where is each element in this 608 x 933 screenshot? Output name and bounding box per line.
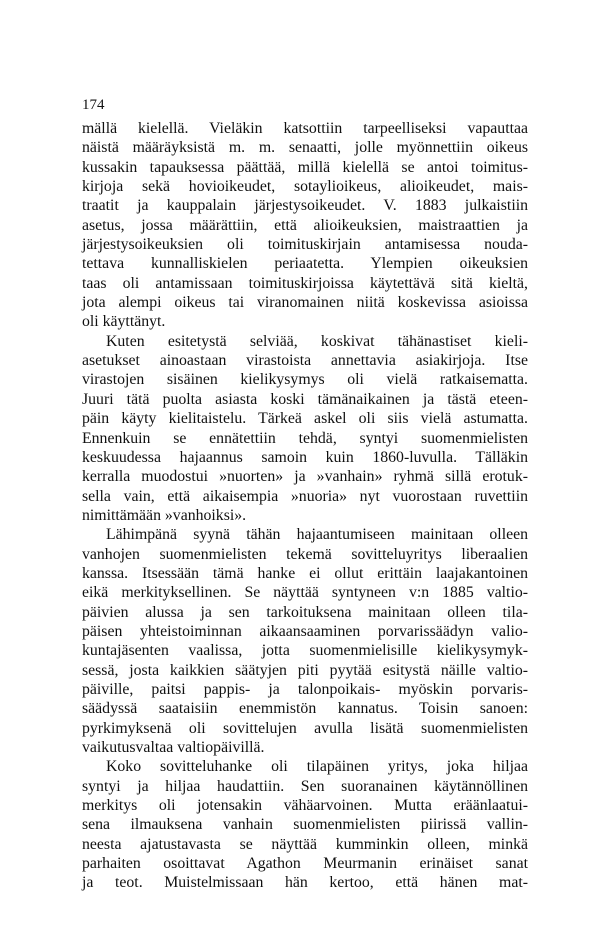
- text-line: näistä määräyksistä m. m. senaatti, jolle myönnettiin oikeus: [82, 139, 528, 157]
- text-line: tettava kunnalliskielen periaatetta. Ylempien oikeuksien: [82, 255, 528, 273]
- text-line: nimittämään »vanhoiksi».: [82, 506, 247, 524]
- text-line: kuntajäsenten vaalissa, jotta suomenmielisille kielikysymyk-: [82, 642, 528, 660]
- text-line: Koko sovitteluhanke oli tilapäinen yritys, joka hiljaa: [106, 758, 528, 776]
- text-line: päin käyty kielitaistelu. Tärkeä askel oli siis vielä astumatta.: [82, 410, 528, 428]
- text-line: merkitys oli jotensakin vähäarvoinen. Mutta eräänlaatui-: [82, 797, 528, 815]
- text-line: sella vain, että aikaisempia »nuoria» nyt vuorostaan ruvettiin: [82, 487, 528, 505]
- text-line: kanssa. Itsessään tämä hanke ei ollut erittäin laajakantoinen: [82, 564, 528, 582]
- text-line: sessä, josta kaikkien säätyjen piti pyytää esitystä näille valtio-: [82, 661, 528, 679]
- text-line: päivien alussa ja sen tarkoituksena mainitaan olleen tila-: [82, 603, 528, 621]
- text-line: kirjoja sekä hovioikeudet, sotaylioikeus, alioikeudet, mais-: [82, 178, 528, 196]
- text-line: päiville, paitsi pappis- ja talonpoikais- myöskin porvaris-: [82, 680, 528, 698]
- text-line: Kuten esitetystä selviää, koskivat tähänastiset kieli-: [106, 332, 528, 350]
- text-line: järjestysoikeuksien oli toimituskirjain antamisessa nouda-: [82, 236, 528, 254]
- text-line: kussakin tapauksessa päättää, millä kielellä se antoi toimitus-: [82, 158, 528, 176]
- text-line: säädyssä saataisiin enemmistön kannatus. Toisin sanoen:: [82, 700, 528, 718]
- text-line: syntyi ja hiljaa haudattiin. Sen suoranainen käytännöllinen: [82, 777, 528, 795]
- text-line: päisen yhteistoiminnan aikaansaaminen porvarissäädyn valio-: [82, 622, 528, 640]
- text-line: asetus, jossa määrättiin, että alioikeuksien, maistraattien ja: [82, 216, 528, 234]
- text-line: pyrkimyksenä oli sovittelujen avulla lisätä suomenmielisten: [82, 719, 528, 737]
- text-line: vanhojen suomenmielisten tekemä sovitteluyritys liberaalien: [82, 545, 528, 563]
- text-line: jota alempi oikeus tai viranomainen niitä koskevissa asioissa: [82, 294, 528, 312]
- text-line: oli käyttänyt.: [82, 313, 166, 331]
- text-line: asetukset ainoastaan virastoista annettavia asiakirjoja. Itse: [82, 352, 528, 370]
- text-line: Juuri tätä puolta asiasta koski tämänaikainen ja tästä eteen-: [82, 390, 528, 408]
- text-line: Lähimpänä syynä tähän hajaantumiseen mainitaan olleen: [106, 526, 528, 544]
- page-number: 174: [82, 97, 105, 113]
- text-line: traatit ja kauppalain järjestysoikeudet. V. 1883 julkaistiin: [82, 197, 528, 215]
- text-line: kerralla muodostui »nuorten» ja »vanhain» ryhmä sillä erotuk-: [82, 468, 528, 486]
- text-line: eikä merkityksellinen. Se näyttää syntyneen v:n 1885 valtio-: [82, 584, 528, 602]
- body-text: [82, 119, 528, 893]
- text-line: taas oli antamissaan toimituskirjoissa käytettävä sitä kieltä,: [82, 274, 528, 292]
- text-line: sena ilmauksena vanhain suomenmielisten piirissä vallin-: [82, 816, 528, 834]
- text-line: vaikutusvaltaa valtiopäivillä.: [82, 739, 265, 756]
- text-line: Ennenkuin se ennätettiin tehdä, syntyi suomenmielisten: [82, 429, 528, 447]
- text-line: virastojen sisäinen kielikysymys oli vielä ratkaisematta.: [82, 371, 528, 389]
- text-line: keskuudessa hajaannus samoin kuin 1860-luvulla. Tälläkin: [82, 448, 528, 466]
- text-line: ja teot. Muistelmissaan hän kertoo, että hänen mat-: [82, 874, 528, 892]
- text-line: parhaiten osoittavat Agathon Meurmanin erinäiset sanat: [82, 855, 528, 873]
- text-line: neesta ajatustavasta se näyttää kumminkin olleen, minkä: [82, 835, 528, 853]
- text-line: mällä kielellä. Vieläkin katsottiin tarpeelliseksi vapauttaa: [82, 120, 528, 137]
